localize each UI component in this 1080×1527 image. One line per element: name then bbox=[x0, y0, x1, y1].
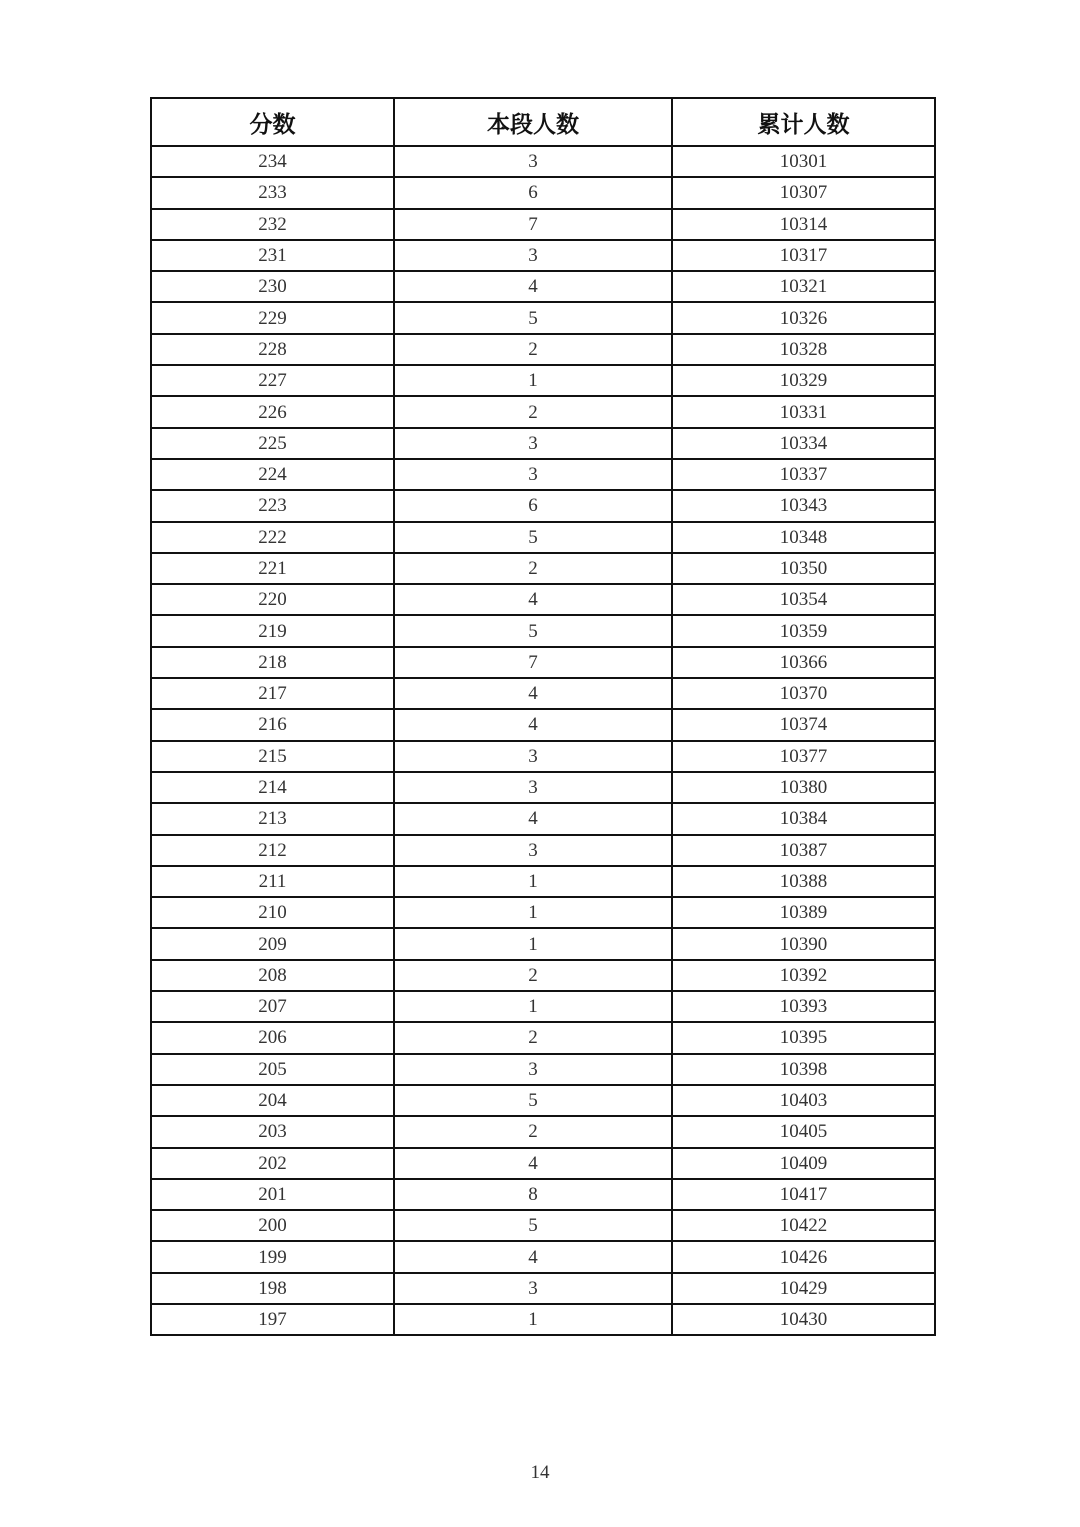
table-row bbox=[151, 240, 935, 271]
cell-cumulative-count: 10321 bbox=[672, 271, 935, 302]
cell-score: 216 bbox=[151, 709, 394, 740]
table-row bbox=[151, 897, 935, 928]
cell-segment-count: 1 bbox=[394, 928, 672, 959]
cell-segment-count: 1 bbox=[394, 1304, 672, 1335]
table-row bbox=[151, 991, 935, 1022]
cell-score: 218 bbox=[151, 647, 394, 678]
cell-cumulative-count: 10326 bbox=[672, 302, 935, 333]
cell-cumulative-count: 10328 bbox=[672, 334, 935, 365]
cell-score: 208 bbox=[151, 960, 394, 991]
cell-score: 229 bbox=[151, 302, 394, 333]
table-row bbox=[151, 146, 935, 177]
cell-cumulative-count: 10387 bbox=[672, 835, 935, 866]
header-segment-count: 本段人数 bbox=[394, 98, 672, 146]
cell-cumulative-count: 10301 bbox=[672, 146, 935, 177]
cell-segment-count: 1 bbox=[394, 991, 672, 1022]
table-row bbox=[151, 302, 935, 333]
cell-segment-count: 2 bbox=[394, 1116, 672, 1147]
cell-segment-count: 3 bbox=[394, 428, 672, 459]
cell-score: 224 bbox=[151, 459, 394, 490]
table-row bbox=[151, 772, 935, 803]
cell-segment-count: 4 bbox=[394, 1241, 672, 1272]
table-row bbox=[151, 459, 935, 490]
cell-cumulative-count: 10366 bbox=[672, 647, 935, 678]
table-row bbox=[151, 960, 935, 991]
cell-segment-count: 2 bbox=[394, 1022, 672, 1053]
cell-segment-count: 4 bbox=[394, 709, 672, 740]
cell-segment-count: 4 bbox=[394, 271, 672, 302]
cell-segment-count: 1 bbox=[394, 897, 672, 928]
page-number: 14 bbox=[530, 1462, 550, 1483]
cell-cumulative-count: 10429 bbox=[672, 1273, 935, 1304]
table-row bbox=[151, 803, 935, 834]
cell-segment-count: 3 bbox=[394, 835, 672, 866]
table-row bbox=[151, 928, 935, 959]
cell-score: 199 bbox=[151, 1241, 394, 1272]
table-row bbox=[151, 271, 935, 302]
cell-segment-count: 6 bbox=[394, 490, 672, 521]
cell-cumulative-count: 10334 bbox=[672, 428, 935, 459]
cell-segment-count: 6 bbox=[394, 177, 672, 208]
cell-score: 214 bbox=[151, 772, 394, 803]
cell-cumulative-count: 10390 bbox=[672, 928, 935, 959]
cell-score: 234 bbox=[151, 146, 394, 177]
cell-score: 230 bbox=[151, 271, 394, 302]
cell-segment-count: 4 bbox=[394, 803, 672, 834]
cell-score: 231 bbox=[151, 240, 394, 271]
cell-score: 201 bbox=[151, 1179, 394, 1210]
cell-cumulative-count: 10329 bbox=[672, 365, 935, 396]
cell-score: 217 bbox=[151, 678, 394, 709]
cell-segment-count: 7 bbox=[394, 209, 672, 240]
cell-score: 223 bbox=[151, 490, 394, 521]
cell-cumulative-count: 10389 bbox=[672, 897, 935, 928]
cell-segment-count: 2 bbox=[394, 334, 672, 365]
cell-segment-count: 5 bbox=[394, 1210, 672, 1241]
cell-score: 233 bbox=[151, 177, 394, 208]
cell-cumulative-count: 10354 bbox=[672, 584, 935, 615]
table-row bbox=[151, 1304, 935, 1335]
table-row bbox=[151, 678, 935, 709]
cell-cumulative-count: 10403 bbox=[672, 1085, 935, 1116]
cell-cumulative-count: 10392 bbox=[672, 960, 935, 991]
table-row bbox=[151, 334, 935, 365]
cell-cumulative-count: 10314 bbox=[672, 209, 935, 240]
table-row bbox=[151, 866, 935, 897]
cell-score: 222 bbox=[151, 522, 394, 553]
cell-cumulative-count: 10388 bbox=[672, 866, 935, 897]
cell-segment-count: 1 bbox=[394, 365, 672, 396]
cell-score: 197 bbox=[151, 1304, 394, 1335]
table-row bbox=[151, 647, 935, 678]
cell-segment-count: 5 bbox=[394, 302, 672, 333]
cell-cumulative-count: 10337 bbox=[672, 459, 935, 490]
table-row bbox=[151, 741, 935, 772]
table-row bbox=[151, 365, 935, 396]
table-row bbox=[151, 1241, 935, 1272]
table-row bbox=[151, 584, 935, 615]
cell-segment-count: 8 bbox=[394, 1179, 672, 1210]
cell-segment-count: 4 bbox=[394, 678, 672, 709]
cell-segment-count: 5 bbox=[394, 522, 672, 553]
header-score: 分数 bbox=[151, 98, 394, 146]
cell-score: 215 bbox=[151, 741, 394, 772]
table-row bbox=[151, 396, 935, 427]
cell-score: 204 bbox=[151, 1085, 394, 1116]
cell-cumulative-count: 10398 bbox=[672, 1054, 935, 1085]
cell-score: 209 bbox=[151, 928, 394, 959]
cell-cumulative-count: 10343 bbox=[672, 490, 935, 521]
cell-score: 202 bbox=[151, 1148, 394, 1179]
cell-segment-count: 1 bbox=[394, 866, 672, 897]
cell-cumulative-count: 10405 bbox=[672, 1116, 935, 1147]
cell-score: 210 bbox=[151, 897, 394, 928]
cell-segment-count: 3 bbox=[394, 240, 672, 271]
cell-cumulative-count: 10350 bbox=[672, 553, 935, 584]
cell-cumulative-count: 10348 bbox=[672, 522, 935, 553]
cell-segment-count: 4 bbox=[394, 584, 672, 615]
table-row bbox=[151, 553, 935, 584]
table-row bbox=[151, 209, 935, 240]
table-row bbox=[151, 615, 935, 646]
score-distribution-table bbox=[150, 97, 936, 1336]
table-row bbox=[151, 835, 935, 866]
cell-score: 219 bbox=[151, 615, 394, 646]
cell-score: 232 bbox=[151, 209, 394, 240]
table-row bbox=[151, 522, 935, 553]
cell-segment-count: 3 bbox=[394, 741, 672, 772]
cell-score: 203 bbox=[151, 1116, 394, 1147]
cell-score: 213 bbox=[151, 803, 394, 834]
cell-score: 200 bbox=[151, 1210, 394, 1241]
cell-segment-count: 3 bbox=[394, 772, 672, 803]
cell-cumulative-count: 10426 bbox=[672, 1241, 935, 1272]
cell-cumulative-count: 10377 bbox=[672, 741, 935, 772]
cell-cumulative-count: 10422 bbox=[672, 1210, 935, 1241]
table-row bbox=[151, 1085, 935, 1116]
cell-segment-count: 7 bbox=[394, 647, 672, 678]
table-row bbox=[151, 1148, 935, 1179]
cell-cumulative-count: 10384 bbox=[672, 803, 935, 834]
table-row bbox=[151, 428, 935, 459]
table-row bbox=[151, 1179, 935, 1210]
cell-segment-count: 2 bbox=[394, 960, 672, 991]
cell-segment-count: 4 bbox=[394, 1148, 672, 1179]
table-row bbox=[151, 1210, 935, 1241]
cell-score: 228 bbox=[151, 334, 394, 365]
header-cumulative-count: 累计人数 bbox=[672, 98, 935, 146]
table-row bbox=[151, 1273, 935, 1304]
table-row bbox=[151, 177, 935, 208]
cell-cumulative-count: 10380 bbox=[672, 772, 935, 803]
cell-score: 220 bbox=[151, 584, 394, 615]
cell-score: 226 bbox=[151, 396, 394, 427]
cell-score: 212 bbox=[151, 835, 394, 866]
cell-cumulative-count: 10370 bbox=[672, 678, 935, 709]
cell-cumulative-count: 10359 bbox=[672, 615, 935, 646]
table-row bbox=[151, 1116, 935, 1147]
cell-segment-count: 2 bbox=[394, 396, 672, 427]
table-header-row bbox=[151, 98, 935, 146]
table-row bbox=[151, 709, 935, 740]
cell-score: 227 bbox=[151, 365, 394, 396]
cell-segment-count: 3 bbox=[394, 1273, 672, 1304]
cell-score: 225 bbox=[151, 428, 394, 459]
table-row bbox=[151, 1022, 935, 1053]
cell-score: 211 bbox=[151, 866, 394, 897]
cell-cumulative-count: 10317 bbox=[672, 240, 935, 271]
cell-cumulative-count: 10374 bbox=[672, 709, 935, 740]
cell-cumulative-count: 10395 bbox=[672, 1022, 935, 1053]
cell-segment-count: 3 bbox=[394, 459, 672, 490]
cell-cumulative-count: 10393 bbox=[672, 991, 935, 1022]
cell-score: 205 bbox=[151, 1054, 394, 1085]
cell-segment-count: 3 bbox=[394, 146, 672, 177]
cell-segment-count: 2 bbox=[394, 553, 672, 584]
cell-cumulative-count: 10331 bbox=[672, 396, 935, 427]
cell-segment-count: 5 bbox=[394, 1085, 672, 1116]
table-row bbox=[151, 1054, 935, 1085]
cell-cumulative-count: 10307 bbox=[672, 177, 935, 208]
cell-segment-count: 5 bbox=[394, 615, 672, 646]
cell-segment-count: 3 bbox=[394, 1054, 672, 1085]
cell-cumulative-count: 10417 bbox=[672, 1179, 935, 1210]
cell-cumulative-count: 10430 bbox=[672, 1304, 935, 1335]
cell-score: 207 bbox=[151, 991, 394, 1022]
table-row bbox=[151, 490, 935, 521]
cell-score: 221 bbox=[151, 553, 394, 584]
cell-score: 206 bbox=[151, 1022, 394, 1053]
cell-score: 198 bbox=[151, 1273, 394, 1304]
cell-cumulative-count: 10409 bbox=[672, 1148, 935, 1179]
table-body bbox=[151, 146, 935, 1335]
